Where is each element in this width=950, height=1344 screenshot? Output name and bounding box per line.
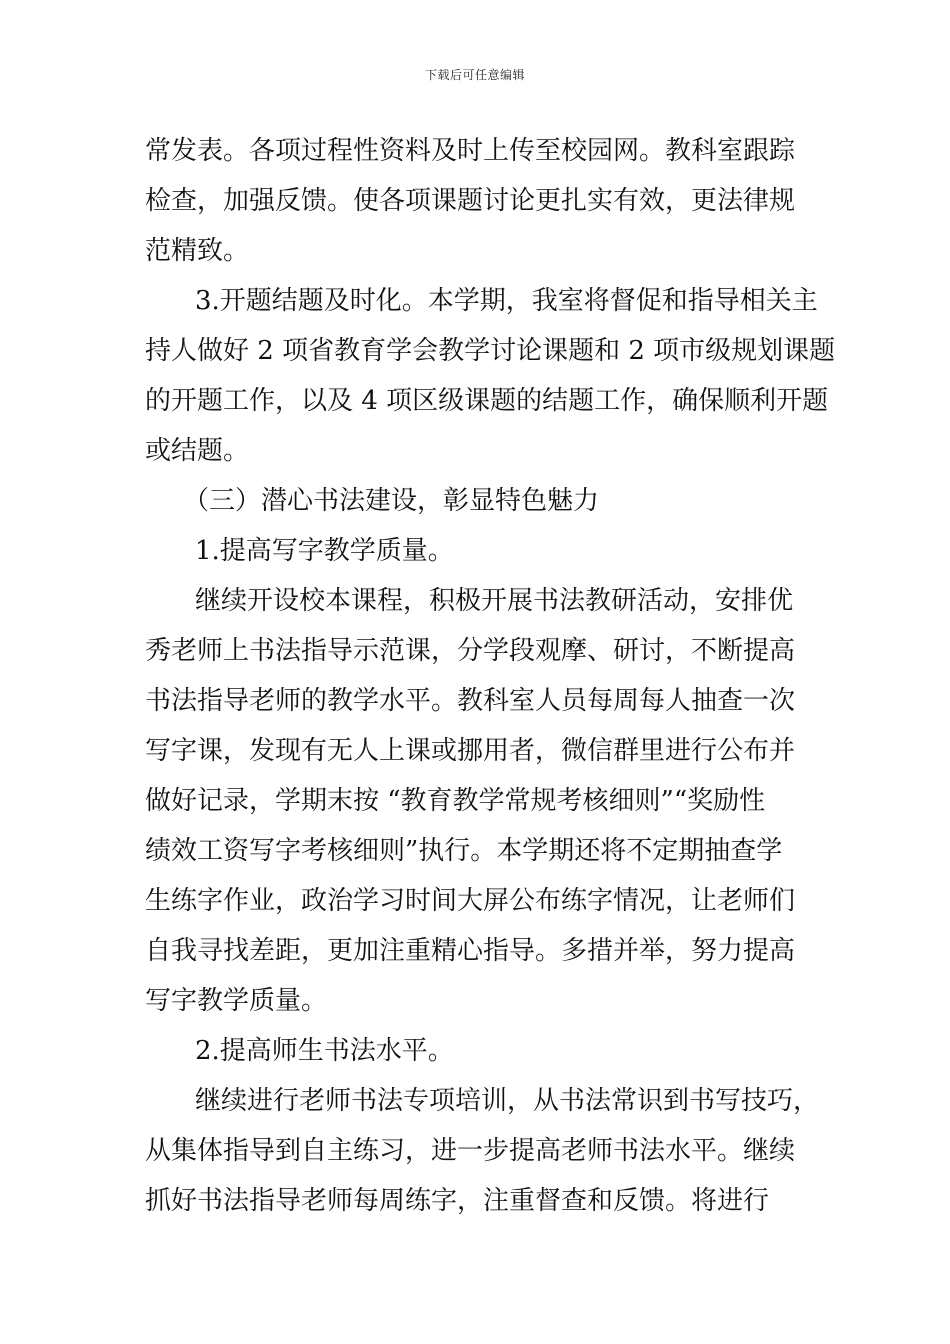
text-line: 做好记录，学期末按 “教育教学常规考核细则”“奖励性 [145,786,766,816]
text-line: 秀老师上书法指导示范课，分学段观摩、研讨，不断提高 [145,636,796,666]
text-line: 2.提高师生书法水平。 [195,1036,454,1066]
text-line: 常发表。各项过程性资料及时上传至校园网。教科室跟踪 [145,136,796,166]
text-line: 3.开题结题及时化。本学期，我室将督促和指导相关主 [195,286,818,316]
page-header: 下载后可任意编辑 [424,68,525,82]
text-line: 自我寻找差距，更加注重精心指导。多措并举，努力提高 [145,936,796,966]
text-line: 写字课，发现有无人上课或挪用者，微信群里进行公布并 [145,736,796,766]
text-line: 持人做好 2 项省教育学会教学讨论课题和 2 项市级规划课题 [145,336,836,366]
text-line: 生练字作业，政治学习时间大屏公布练字情况，让老师们 [145,886,796,916]
text-line: 检查，加强反馈。使各项课题讨论更扎实有效，更法律规 [145,186,796,216]
text-line: 的开题工作，以及 4 项区级课题的结题工作，确保顺利开题 [145,386,829,416]
text-line: 继续开设校本课程，积极开展书法教研活动，安排优 [195,586,794,616]
text-line: 继续进行老师书法专项培训，从书法常识到书写技巧， [195,1086,820,1116]
section-heading: （三）潜心书法建设，彰显特色魅力 [183,486,600,516]
text-line: 写字教学质量。 [145,986,328,1016]
text-line: 抓好书法指导老师每周练字，注重督查和反馈。将进行 [145,1186,770,1216]
text-line: 绩效工资写字考核细则”执行。本学期还将不定期抽查学 [145,836,783,866]
text-line: 范精致。 [145,236,250,266]
text-line: 书法指导老师的教学水平。教科室人员每周每人抽查一次 [145,686,796,716]
text-line: 或结题。 [145,436,250,466]
body-text [145,126,836,1226]
text-line: 从集体指导到自主练习，进一步提高老师书法水平。继续 [145,1136,796,1166]
text-line: 1.提高写字教学质量。 [195,536,454,566]
